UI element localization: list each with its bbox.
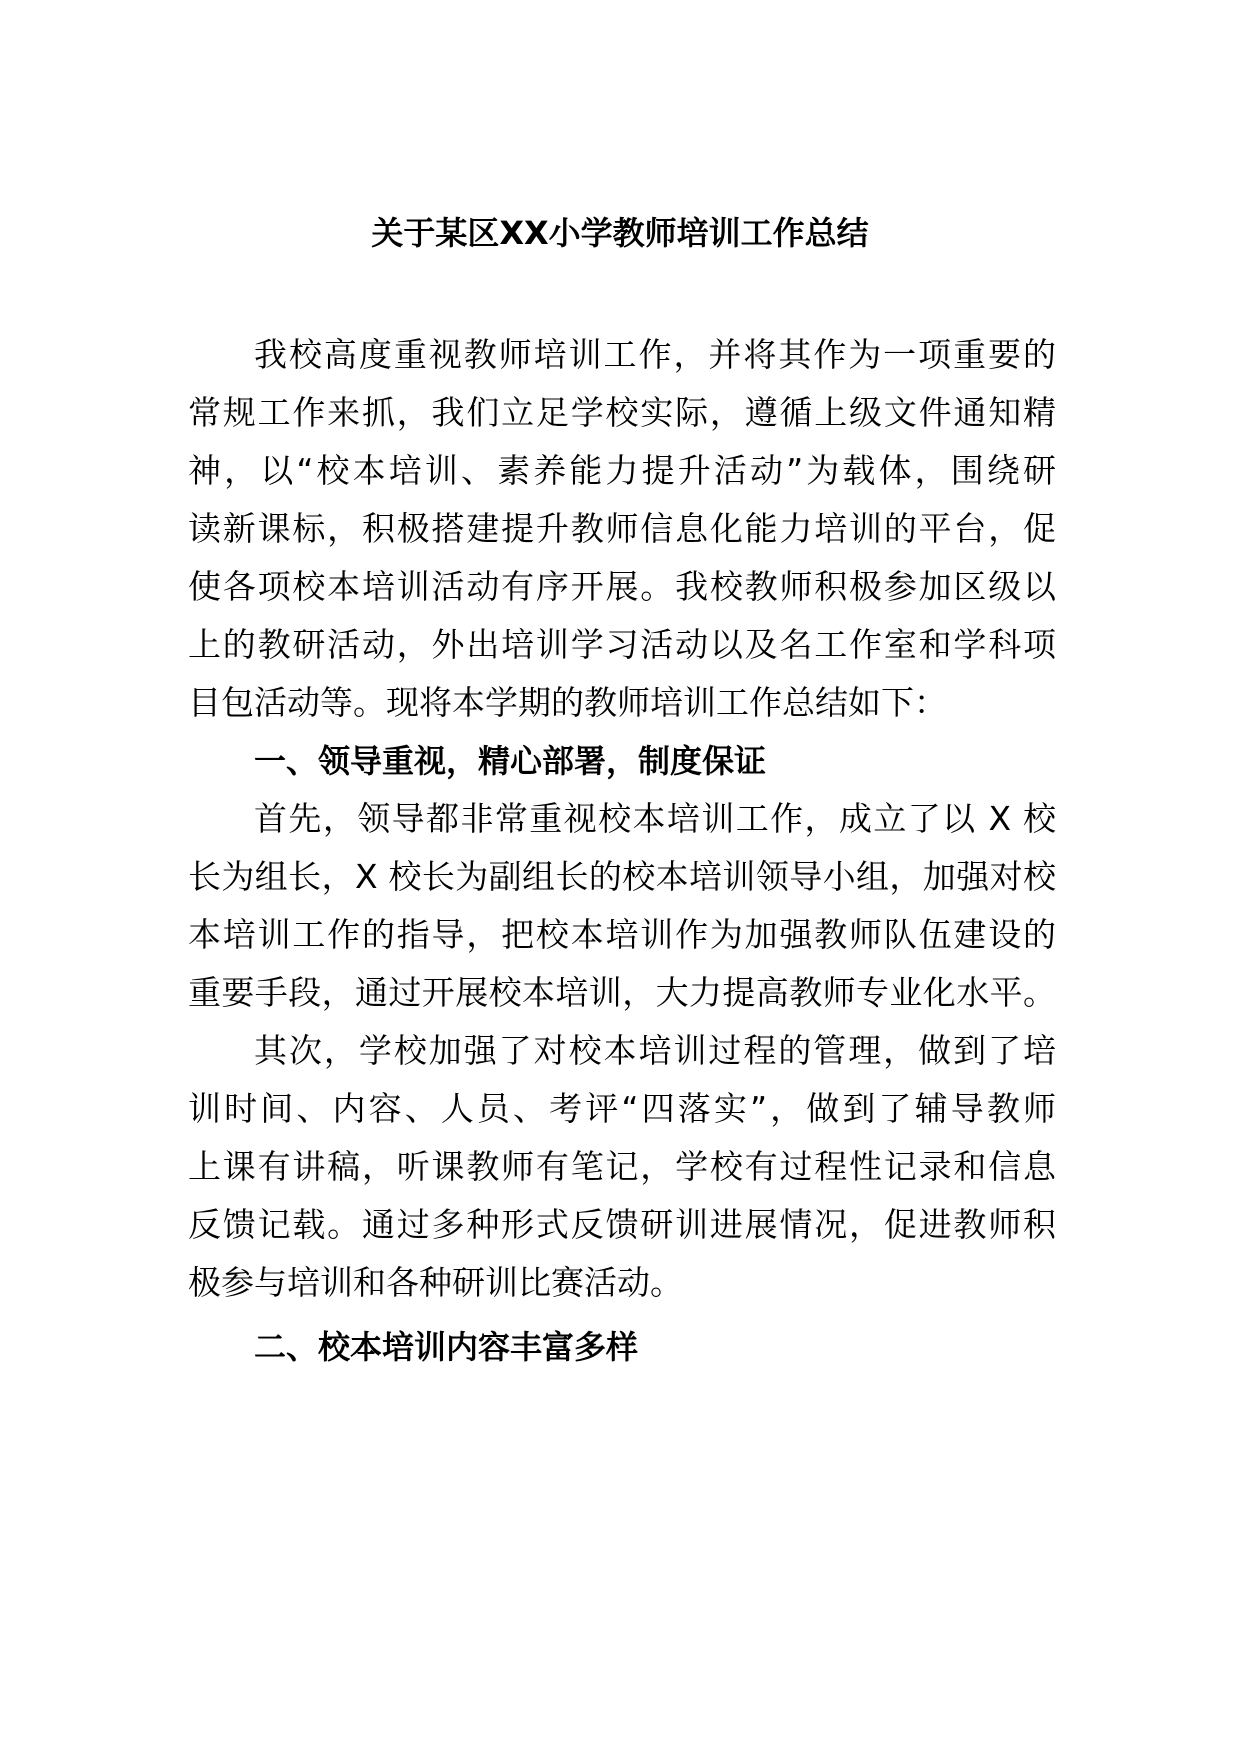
paragraph-line: 上的教研活动，外出培训学习活动以及名工作室和学科项: [188, 625, 1056, 664]
paragraph-line: 我校高度重视教师培训工作，并将其作为一项重要的: [254, 335, 1056, 374]
paragraph-line: 极参与培训和各种研训比赛活动。: [188, 1263, 683, 1302]
paragraph-line: 目包活动等。现将本学期的教师培训工作总结如下：: [188, 683, 947, 722]
paragraph-line: 使各项校本培训活动有序开展。我校教师积极参加区级以: [188, 567, 1056, 606]
paragraph-line: 训时间、内容、人员、考评“四落实”，做到了辅导教师: [188, 1089, 1056, 1128]
paragraph-line: 首先，领导都非常重视校本培训工作，成立了以 X 校: [254, 799, 1056, 838]
section-heading: 一、领导重视，精心部署，制度保证: [254, 742, 767, 780]
paragraph-line: 其次，学校加强了对校本培训过程的管理，做到了培: [254, 1031, 1056, 1070]
paragraph-line: 长为组长，X 校长为副组长的校本培训领导小组，加强对校: [188, 857, 1056, 896]
paragraph-line: 上课有讲稿，听课教师有笔记，学校有过程性记录和信息: [188, 1147, 1056, 1186]
paragraph-line: 读新课标，积极搭建提升教师信息化能力培训的平台，促: [188, 509, 1056, 548]
section-heading: 二、校本培训内容丰富多样: [254, 1328, 639, 1366]
paragraph-line: 神，以“校本培训、素养能力提升活动”为载体，围绕研: [188, 451, 1056, 490]
page-title: 关于某区XX小学教师培训工作总结: [371, 214, 869, 252]
paragraph-line: 常规工作来抓，我们立足学校实际，遵循上级文件通知精: [188, 393, 1056, 432]
paragraph-line: 反馈记载。通过多种形式反馈研训进展情况，促进教师积: [188, 1205, 1056, 1244]
paragraph-line: 重要手段，通过开展校本培训，大力提高教师专业化水平。: [188, 973, 1056, 1012]
paragraph-line: 本培训工作的指导，把校本培训作为加强教师队伍建设的: [188, 915, 1056, 954]
